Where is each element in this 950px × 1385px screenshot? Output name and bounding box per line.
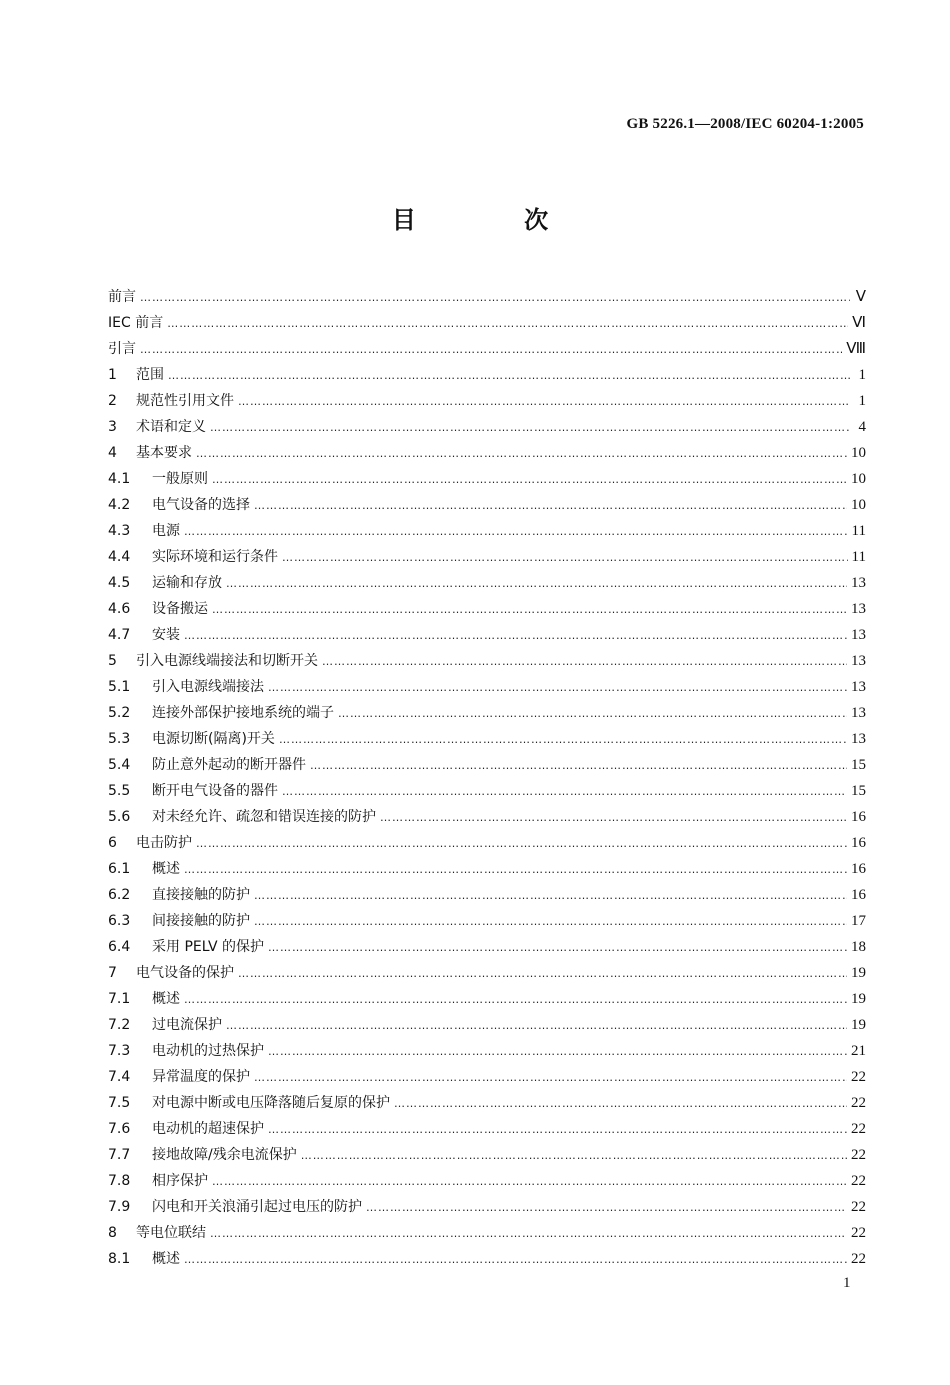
toc-entry-title: IEC 前言 bbox=[108, 315, 164, 331]
dot-leader bbox=[322, 649, 847, 675]
toc-entry-title: 防止意外起动的断开器件 bbox=[152, 757, 306, 773]
dot-leader bbox=[140, 337, 842, 363]
toc-entry-page: 21 bbox=[851, 1043, 866, 1059]
toc-entry-number: 7 bbox=[108, 965, 117, 981]
toc-entry[interactable] bbox=[108, 804, 866, 830]
dot-leader bbox=[212, 597, 847, 623]
toc-entry-title: 电击防护 bbox=[136, 835, 192, 851]
toc-entry-title: 电动机的超速保护 bbox=[152, 1121, 264, 1137]
toc-entry-number: 4.3 bbox=[108, 523, 131, 539]
toc-entry-page: 22 bbox=[851, 1173, 866, 1189]
toc-entry[interactable] bbox=[108, 856, 866, 882]
toc-entry-number: 3 bbox=[108, 419, 117, 435]
toc-entry-page: 13 bbox=[851, 653, 866, 669]
toc-entry[interactable] bbox=[108, 778, 866, 804]
toc-entry[interactable] bbox=[108, 752, 866, 778]
toc-entry-number: 4.6 bbox=[108, 601, 131, 617]
dot-leader bbox=[168, 363, 850, 389]
toc-entry-page: 15 bbox=[851, 783, 866, 799]
toc-entry[interactable] bbox=[108, 986, 866, 1012]
dot-leader bbox=[268, 1039, 847, 1065]
toc-entry[interactable] bbox=[108, 1038, 866, 1064]
toc-entry-page: 15 bbox=[851, 757, 866, 773]
dot-leader bbox=[167, 311, 848, 337]
toc-entry-number: 5.2 bbox=[108, 705, 131, 721]
toc-entry-number: 7.3 bbox=[108, 1043, 131, 1059]
document-code: GB 5226.1—2008/IEC 60204-1:2005 bbox=[626, 116, 864, 132]
toc-entry-page: 22 bbox=[851, 1121, 866, 1137]
dot-leader bbox=[184, 987, 847, 1013]
toc-entry[interactable] bbox=[108, 934, 866, 960]
toc-entry-page: 19 bbox=[851, 991, 866, 1007]
toc-entry-number: 7.5 bbox=[108, 1095, 131, 1111]
dot-leader bbox=[184, 1247, 847, 1273]
toc-entry-title: 运输和存放 bbox=[152, 575, 222, 591]
toc-entry[interactable] bbox=[108, 1246, 866, 1272]
toc-entry[interactable] bbox=[108, 1116, 866, 1142]
toc-entry-title: 闪电和开关浪涌引起过电压的防护 bbox=[152, 1199, 362, 1215]
toc-entry-number: 5.4 bbox=[108, 757, 131, 773]
toc-entry-page: 22 bbox=[851, 1069, 866, 1085]
toc-entry-number: 5.1 bbox=[108, 679, 131, 695]
toc-entry[interactable] bbox=[108, 1012, 866, 1038]
dot-leader bbox=[140, 285, 850, 311]
dot-leader bbox=[212, 467, 847, 493]
toc-entry-page: 1 bbox=[858, 393, 866, 409]
dot-leader bbox=[380, 805, 847, 831]
toc-entry-page: 10 bbox=[851, 497, 866, 513]
toc-entry-number: 4.1 bbox=[108, 471, 131, 487]
dot-leader bbox=[394, 1091, 847, 1117]
toc-entry[interactable] bbox=[108, 518, 866, 544]
toc-entry[interactable] bbox=[108, 674, 866, 700]
page-title: 目 次 bbox=[391, 206, 599, 234]
toc-entry-title: 前言 bbox=[108, 289, 136, 305]
toc-entry-page: Ⅴ bbox=[855, 289, 866, 305]
toc-entry-number: 7.7 bbox=[108, 1147, 131, 1163]
toc-entry-title: 异常温度的保护 bbox=[152, 1069, 250, 1085]
dot-leader bbox=[210, 415, 850, 441]
toc-entry-number: 7.8 bbox=[108, 1173, 131, 1189]
toc-entry-number: 4 bbox=[108, 445, 117, 461]
dot-leader bbox=[268, 675, 847, 701]
toc-entry-page: 16 bbox=[851, 887, 866, 903]
toc-entry-page: 22 bbox=[851, 1199, 866, 1215]
toc-entry-page: 13 bbox=[851, 679, 866, 695]
dot-leader bbox=[226, 571, 847, 597]
dot-leader bbox=[254, 493, 847, 519]
toc-entry-page: 1 bbox=[858, 367, 866, 383]
toc-entry-title: 间接接触的防护 bbox=[152, 913, 250, 929]
toc-entry-page: 18 bbox=[851, 939, 866, 955]
toc-entry-title: 断开电气设备的器件 bbox=[152, 783, 278, 799]
toc-entry-title: 电源切断(隔离)开关 bbox=[152, 731, 275, 747]
toc-entry-title: 范围 bbox=[136, 367, 164, 383]
toc-entry-number: 6.4 bbox=[108, 939, 131, 955]
toc-entry-page: 17 bbox=[851, 913, 866, 929]
toc-entry-title: 相序保护 bbox=[152, 1173, 208, 1189]
toc-entry[interactable] bbox=[108, 1090, 866, 1116]
toc-entry[interactable] bbox=[108, 726, 866, 752]
table-of-contents bbox=[108, 284, 866, 1272]
dot-leader bbox=[366, 1195, 847, 1221]
toc-entry[interactable] bbox=[108, 362, 866, 388]
dot-leader bbox=[184, 519, 848, 545]
toc-entry-number: 7.4 bbox=[108, 1069, 131, 1085]
toc-entry-title: 电源 bbox=[152, 523, 180, 539]
toc-entry-page: 22 bbox=[851, 1147, 866, 1163]
toc-entry[interactable] bbox=[108, 882, 866, 908]
toc-entry-title: 引言 bbox=[108, 341, 136, 357]
toc-entry-page: 13 bbox=[851, 731, 866, 747]
toc-entry-title: 对未经允许、疏忽和错误连接的防护 bbox=[152, 809, 376, 825]
toc-entry-title: 术语和定义 bbox=[136, 419, 206, 435]
toc-entry-page: 19 bbox=[851, 1017, 866, 1033]
toc-entry[interactable] bbox=[108, 310, 866, 336]
toc-entry-number: 8 bbox=[108, 1225, 117, 1241]
toc-entry-page: 10 bbox=[851, 445, 866, 461]
toc-entry[interactable] bbox=[108, 388, 866, 414]
toc-entry-title: 接地故障/残余电流保护 bbox=[152, 1147, 297, 1163]
toc-entry-page: 13 bbox=[851, 627, 866, 643]
toc-entry-number: 6.3 bbox=[108, 913, 131, 929]
toc-entry[interactable] bbox=[108, 908, 866, 934]
dot-leader bbox=[238, 389, 850, 415]
toc-entry-page: 13 bbox=[851, 601, 866, 617]
toc-entry-title: 设备搬运 bbox=[152, 601, 208, 617]
toc-entry[interactable] bbox=[108, 830, 866, 856]
toc-entry[interactable] bbox=[108, 648, 866, 674]
toc-entry-number: 5.5 bbox=[108, 783, 131, 799]
toc-entry-page: 10 bbox=[851, 471, 866, 487]
toc-entry-page: Ⅵ bbox=[852, 315, 866, 331]
toc-entry[interactable] bbox=[108, 1168, 866, 1194]
toc-entry-title: 实际环境和运行条件 bbox=[152, 549, 278, 565]
dot-leader bbox=[279, 727, 847, 753]
dot-leader bbox=[196, 831, 847, 857]
dot-leader bbox=[254, 909, 847, 935]
dot-leader bbox=[184, 623, 847, 649]
toc-entry-title: 采用 PELV 的保护 bbox=[152, 939, 265, 955]
toc-entry-page: 13 bbox=[851, 705, 866, 721]
toc-entry[interactable] bbox=[108, 1142, 866, 1168]
toc-entry-number: 8.1 bbox=[108, 1251, 131, 1267]
dot-leader bbox=[196, 441, 847, 467]
dot-leader bbox=[212, 1169, 847, 1195]
toc-entry-number: 7.6 bbox=[108, 1121, 131, 1137]
toc-entry-number: 5.3 bbox=[108, 731, 131, 747]
toc-entry-title: 基本要求 bbox=[136, 445, 192, 461]
toc-entry-page: Ⅷ bbox=[846, 341, 866, 357]
dot-leader bbox=[226, 1013, 847, 1039]
toc-entry-title: 一般原则 bbox=[152, 471, 208, 487]
dot-leader bbox=[301, 1143, 847, 1169]
toc-entry[interactable] bbox=[108, 492, 866, 518]
toc-entry[interactable] bbox=[108, 1194, 866, 1220]
toc-entry[interactable] bbox=[108, 570, 866, 596]
dot-leader bbox=[210, 1221, 847, 1247]
toc-entry-page: 11 bbox=[851, 549, 866, 565]
toc-entry[interactable] bbox=[108, 440, 866, 466]
dot-leader bbox=[238, 961, 847, 987]
toc-entry-page: 16 bbox=[851, 809, 866, 825]
toc-entry-number: 7.2 bbox=[108, 1017, 131, 1033]
toc-entry-number: 5 bbox=[108, 653, 117, 669]
toc-entry-number: 2 bbox=[108, 393, 117, 409]
toc-entry[interactable] bbox=[108, 466, 866, 492]
toc-entry-number: 5.6 bbox=[108, 809, 131, 825]
toc-entry-number: 1 bbox=[108, 367, 117, 383]
toc-entry-page: 16 bbox=[851, 861, 866, 877]
toc-entry-number: 4.7 bbox=[108, 627, 131, 643]
toc-entry-number: 4.2 bbox=[108, 497, 131, 513]
toc-entry[interactable] bbox=[108, 700, 866, 726]
page-number: 1 bbox=[843, 1275, 851, 1291]
toc-entry-title: 等电位联结 bbox=[136, 1225, 206, 1241]
dot-leader bbox=[254, 1065, 847, 1091]
toc-entry[interactable] bbox=[108, 336, 866, 362]
toc-entry-page: 4 bbox=[858, 419, 866, 435]
dot-leader bbox=[268, 1117, 847, 1143]
toc-entry-title: 对电源中断或电压降落随后复原的保护 bbox=[152, 1095, 390, 1111]
toc-entry-page: 22 bbox=[851, 1225, 866, 1241]
dot-leader bbox=[282, 779, 847, 805]
dot-leader bbox=[184, 857, 847, 883]
toc-entry-title: 安装 bbox=[152, 627, 180, 643]
toc-entry[interactable] bbox=[108, 1064, 866, 1090]
toc-entry-title: 过电流保护 bbox=[152, 1017, 222, 1033]
toc-entry-title: 引入电源线端接法和切断开关 bbox=[136, 653, 318, 669]
toc-entry-number: 6.1 bbox=[108, 861, 131, 877]
toc-entry-title: 电动机的过热保护 bbox=[152, 1043, 264, 1059]
toc-entry[interactable] bbox=[108, 622, 866, 648]
toc-entry-page: 16 bbox=[851, 835, 866, 851]
toc-entry-page: 11 bbox=[851, 523, 866, 539]
toc-entry-number: 7.9 bbox=[108, 1199, 131, 1215]
toc-entry-title: 直接接触的防护 bbox=[152, 887, 250, 903]
toc-entry-number: 4.4 bbox=[108, 549, 131, 565]
dot-leader bbox=[282, 545, 848, 571]
toc-entry-page: 22 bbox=[851, 1095, 866, 1111]
toc-entry-title: 引入电源线端接法 bbox=[152, 679, 264, 695]
toc-entry-number: 4.5 bbox=[108, 575, 131, 591]
toc-entry-page: 13 bbox=[851, 575, 866, 591]
toc-entry[interactable] bbox=[108, 544, 866, 570]
toc-entry-title: 电气设备的保护 bbox=[136, 965, 234, 981]
toc-entry-title: 电气设备的选择 bbox=[152, 497, 250, 513]
toc-entry-number: 7.1 bbox=[108, 991, 131, 1007]
toc-entry-number: 6.2 bbox=[108, 887, 131, 903]
toc-entry[interactable] bbox=[108, 596, 866, 622]
toc-entry[interactable] bbox=[108, 284, 866, 310]
toc-entry[interactable] bbox=[108, 414, 866, 440]
toc-entry-title: 概述 bbox=[152, 861, 180, 877]
toc-entry[interactable] bbox=[108, 1220, 866, 1246]
toc-entry-title: 规范性引用文件 bbox=[136, 393, 234, 409]
toc-entry-title: 连接外部保护接地系统的端子 bbox=[152, 705, 334, 721]
dot-leader bbox=[310, 753, 847, 779]
dot-leader bbox=[254, 883, 847, 909]
toc-entry-page: 22 bbox=[851, 1251, 866, 1267]
toc-entry-title: 概述 bbox=[152, 991, 180, 1007]
toc-entry-title: 概述 bbox=[152, 1251, 180, 1267]
toc-entry-number: 6 bbox=[108, 835, 117, 851]
toc-entry[interactable] bbox=[108, 960, 866, 986]
dot-leader bbox=[268, 935, 847, 961]
dot-leader bbox=[338, 701, 847, 727]
toc-entry-page: 19 bbox=[851, 965, 866, 981]
